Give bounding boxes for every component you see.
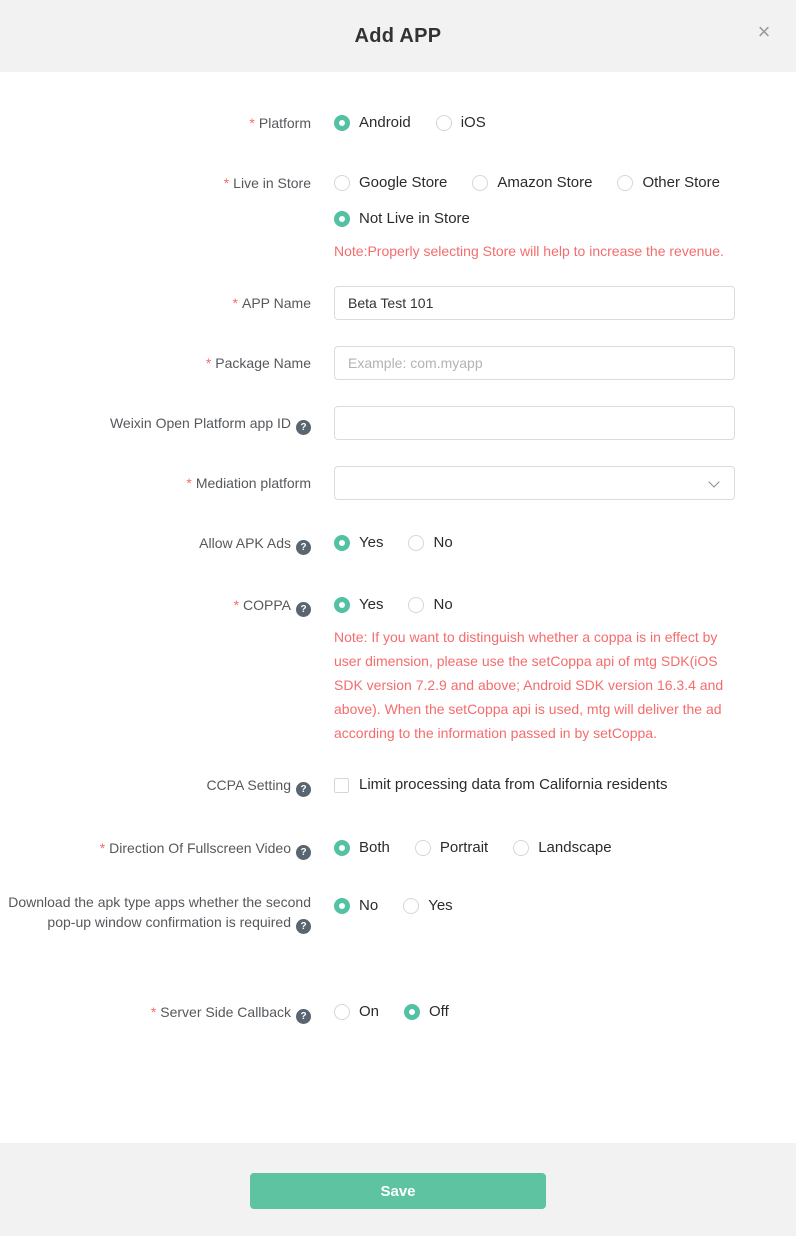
required-asterisk: * [223,175,230,191]
radio-google-store[interactable]: Google Store [334,173,447,193]
field-row-weixin-app-id [0,406,796,440]
weixin-app-id-label: Weixin Open Platform app ID ? [0,406,311,435]
field-row-fullscreen-direction [0,838,796,860]
fullscreen-direction-radio-group [334,838,735,858]
field-row-mediation-platform [0,466,796,500]
radio-circle-icon [334,898,350,914]
radio-apk-confirm-no[interactable]: No [334,896,378,916]
help-icon[interactable]: ? [296,602,311,617]
required-asterisk: * [186,475,192,491]
apk-confirm-radio-group [334,892,735,916]
help-icon[interactable]: ? [296,782,311,797]
radio-circle-icon [513,840,529,856]
save-button[interactable]: Save [250,1173,546,1209]
allow-apk-ads-radio-group [334,533,735,553]
coppa-label: * COPPA ? [0,595,311,617]
radio-ios[interactable] [436,113,486,133]
radio-direction-portrait[interactable]: Portrait [415,838,488,858]
radio-circle-icon [334,115,350,131]
field-row-app-name [0,286,796,320]
radio-apk-confirm-yes[interactable]: Yes [403,896,452,916]
fullscreen-direction-label: * Direction Of Fullscreen Video ? [0,838,311,860]
coppa-note: Note: If you want to distinguish whether a coppa is in effect by user dimension, please use the setCoppa api of mtg SDK(iOS SDK version 7.2.9 and above; Android SDK version 16.3.4 and above). When the setCoppa api is used, mtg will deliver the ad according to the information passed in by setCoppa. [334,629,724,741]
radio-direction-landscape[interactable]: Landscape [513,838,611,858]
radio-amazon-store[interactable]: Amazon Store [472,173,592,193]
weixin-app-id-control [334,406,735,440]
app-name-control [334,286,735,320]
required-asterisk: * [233,597,240,613]
help-icon[interactable]: ? [296,420,311,435]
field-row-server-callback [0,1002,796,1024]
radio-circle-icon [404,1004,420,1020]
close-button[interactable] [746,14,782,50]
field-row-live-in-store [0,173,796,263]
radio-circle-icon [472,175,488,191]
field-row-ccpa-setting [0,775,796,798]
radio-circle-icon [403,898,419,914]
store-radio-group-line2 [334,209,735,229]
required-asterisk: * [150,1003,157,1020]
package-name-input[interactable] [334,346,735,380]
mediation-platform-label: * Mediation platform [186,475,311,491]
chevron-down-icon [708,476,719,487]
radio-callback-on[interactable]: On [334,1002,379,1022]
radio-apk-ads-yes[interactable]: Yes [334,533,383,553]
radio-not-live-in-store[interactable]: Not Live in Store [334,209,470,229]
radio-apk-ads-no[interactable]: No [408,533,452,553]
required-asterisk: * [99,839,106,856]
live-in-store-label: * Live in Store [223,175,311,191]
weixin-app-id-input[interactable] [334,406,735,440]
radio-circle-icon [334,840,350,856]
server-callback-radio-group [334,1002,735,1022]
package-name-label: * Package Name [205,355,311,371]
apk-confirm-label: Download the apk type apps whether the second pop-up window confirmation is required ? [8,893,311,932]
help-icon[interactable]: ? [296,540,311,555]
required-asterisk: * [205,355,212,371]
dialog-header [0,0,796,72]
live-in-store-control [334,173,735,263]
help-icon[interactable]: ? [296,845,311,860]
radio-direction-both[interactable]: Both [334,838,390,858]
field-row-allow-apk-ads [0,533,796,555]
required-asterisk: * [249,115,255,131]
mediation-platform-select[interactable] [334,466,735,500]
coppa-radio-group [334,595,735,615]
help-icon[interactable]: ? [296,919,311,934]
radio-circle-icon [334,211,350,227]
dialog-footer [0,1143,796,1236]
platform-label: * Platform [249,115,311,131]
help-icon[interactable]: ? [296,1009,311,1024]
dialog-title: Add APP [354,24,442,47]
radio-coppa-yes[interactable]: Yes [334,595,383,615]
radio-coppa-no[interactable]: No [408,595,452,615]
server-callback-label: * Server Side Callback ? [0,1002,311,1024]
radio-circle-icon [617,175,633,191]
field-row-apk-confirm [0,892,796,934]
mediation-platform-control [334,466,735,500]
store-radio-group-line1 [334,173,735,193]
radio-ios-label: iOS [460,114,486,131]
allow-apk-ads-label: Allow APK Ads ? [0,533,311,555]
package-name-control [334,346,735,380]
checkbox-icon [334,778,349,793]
radio-circle-icon [408,535,424,551]
ccpa-setting-label: CCPA Setting ? [0,775,311,797]
store-note: Note:Properly selecting Store will help to increase the revenue. [334,243,724,259]
app-name-label: * APP Name [232,295,311,311]
field-row-platform [0,113,796,133]
field-row-package-name [0,346,796,380]
coppa-control [334,595,735,745]
radio-circle-icon [334,1004,350,1020]
required-asterisk: * [232,295,238,311]
radio-other-store[interactable]: Other Store [617,173,720,193]
ccpa-setting-control [334,775,735,798]
radio-android-label: Android [359,114,411,131]
radio-circle-icon [408,597,424,613]
radio-circle-icon [436,115,452,131]
radio-circle-icon [415,840,431,856]
radio-circle-icon [334,597,350,613]
app-name-input[interactable] [334,286,735,320]
radio-callback-off[interactable]: Off [404,1002,449,1022]
ccpa-checkbox[interactable]: Limit processing data from California residents [334,775,667,795]
close-icon: × [757,19,771,44]
radio-circle-icon [334,175,350,191]
platform-radio-group [334,113,735,133]
radio-circle-icon [334,535,350,551]
radio-android[interactable] [334,113,411,133]
field-row-coppa [0,595,796,745]
dialog-body [0,72,796,1143]
